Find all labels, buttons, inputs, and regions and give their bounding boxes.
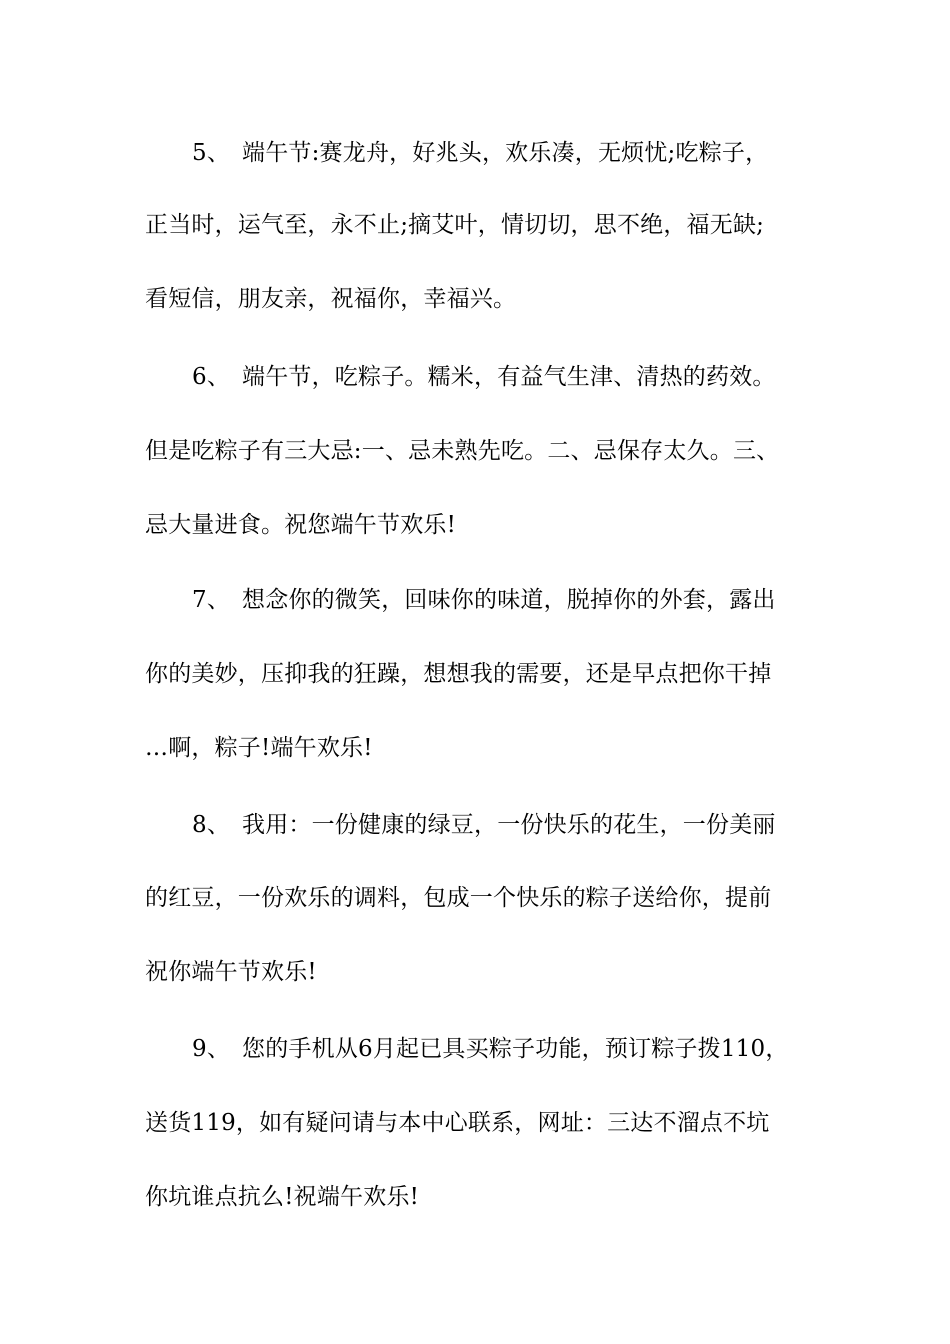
paragraph-text: 端午节:赛龙舟，好兆头，欢乐凑，无烦忧;吃粽子， xyxy=(242,140,769,166)
paragraph-8-line-2: 的红豆，一份欢乐的调料，包成一个快乐的粽子送给你，提前 xyxy=(145,885,772,911)
item-number-5: 5、 xyxy=(192,140,231,166)
item-number-7: 7、 xyxy=(192,587,231,613)
paragraph-9-line-1 xyxy=(192,1034,862,1064)
paragraph-6-line-2: 但是吃粽子有三大忌:一、忌未熟先吃。二、忌保存太久。三、 xyxy=(145,438,780,464)
paragraph-7-line-3: …啊，粽子!端午欢乐! xyxy=(145,735,373,761)
paragraph-text: 您的手机从6月起已具买粽子功能，预订粽子拨110， xyxy=(242,1036,789,1062)
paragraph-5-line-1 xyxy=(192,138,862,168)
paragraph-9-line-3: 你坑谁点抗么!祝端午欢乐! xyxy=(145,1184,420,1210)
paragraph-text: 端午节，吃粽子。糯米，有益气生津、清热的药效。 xyxy=(242,364,776,390)
item-number-6: 6、 xyxy=(192,364,231,390)
paragraph-text: 我用：一份健康的绿豆，一份快乐的花生，一份美丽 xyxy=(242,812,776,838)
paragraph-5-line-3: 看短信，朋友亲，祝福你，幸福兴。 xyxy=(145,286,517,312)
paragraph-6-line-3: 忌大量进食。祝您端午节欢乐! xyxy=(145,512,457,538)
paragraph-6-line-1 xyxy=(192,362,862,392)
paragraph-9-line-2: 送货119，如有疑问请与本中心联系，网址：三达不溜点不坑 xyxy=(145,1110,770,1136)
paragraph-text: 想念你的微笑，回味你的味道，脱掉你的外套，露出 xyxy=(242,587,776,613)
paragraph-8-line-1 xyxy=(192,810,862,840)
paragraph-5-line-2: 正当时，运气至，永不止;摘艾叶，情切切，思不绝，福无缺; xyxy=(145,212,765,238)
item-number-8: 8、 xyxy=(192,812,231,838)
paragraph-7-line-1 xyxy=(192,585,862,615)
paragraph-8-line-3: 祝你端午节欢乐! xyxy=(145,959,317,985)
paragraph-7-line-2: 你的美妙，压抑我的狂躁，想想我的需要，还是早点把你干掉 xyxy=(145,661,772,687)
item-number-9: 9、 xyxy=(192,1036,231,1062)
